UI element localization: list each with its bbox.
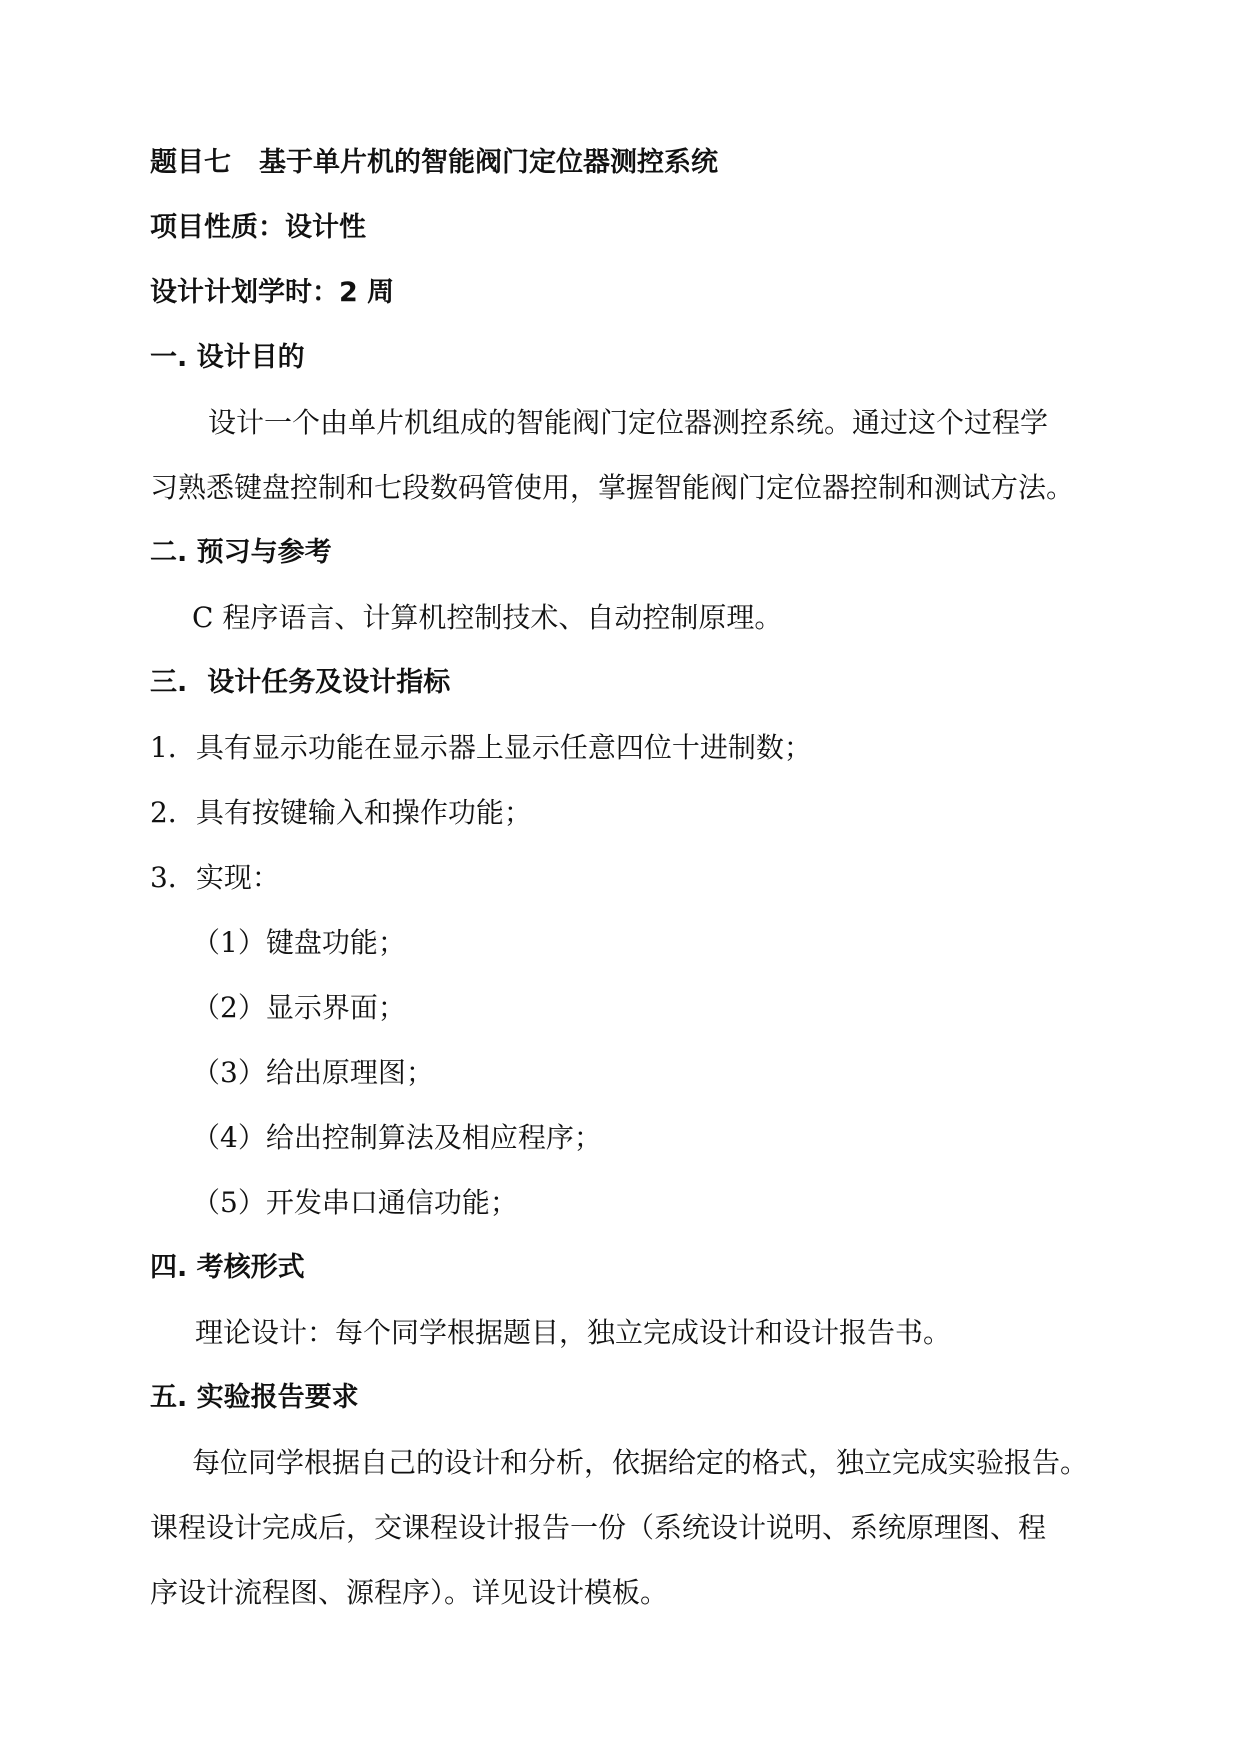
sub-list-item: （2）显示界面；: [192, 991, 406, 1024]
section-1-paragraph-line-2: 习熟悉键盘控制和七段数码管使用，掌握智能阀门定位器控制和测试方法。: [150, 471, 1075, 504]
section-3-heading: [150, 665, 450, 701]
section-4-heading: 四. 考核形式: [150, 1252, 305, 1283]
title-prefix: 题目七: [150, 147, 231, 178]
section-5-paragraph-line-2: 课程设计完成后，交课程设计报告一份（系统设计说明、系统原理图、程: [150, 1511, 1047, 1544]
sub-list-item: （4）给出控制算法及相应程序；: [192, 1121, 602, 1154]
section-1-heading: 一. 设计目的: [150, 342, 305, 373]
design-hours: 设计计划学时：2 周: [150, 277, 395, 308]
section-3-heading-text: 设计任务及设计指标: [207, 667, 451, 698]
section-1-paragraph-line-1: 设计一个由单片机组成的智能阀门定位器测控系统。通过这个过程学: [208, 406, 1049, 439]
section-3-heading-number: 三.: [150, 667, 188, 698]
project-nature: 项目性质：设计性: [150, 212, 366, 243]
section-2-paragraph: C 程序语言、计算机控制技术、自动控制原理。: [192, 601, 783, 634]
section-4-paragraph: 理论设计：每个同学根据题目，独立完成设计和设计报告书。: [195, 1316, 952, 1349]
section-5-paragraph-line-1: 每位同学根据自己的设计和分析，依据给定的格式，独立完成实验报告。: [192, 1446, 1089, 1479]
section-5-heading: 五. 实验报告要求: [150, 1382, 359, 1413]
title-text: 基于单片机的智能阀门定位器测控系统: [259, 147, 718, 178]
list-item: 2．具有按键输入和操作功能；: [150, 796, 532, 829]
sub-list-item: （3）给出原理图；: [192, 1056, 434, 1089]
section-5-paragraph-line-3: 序设计流程图、源程序）。详见设计模板。: [150, 1576, 669, 1609]
sub-list-item: （5）开发串口通信功能；: [192, 1186, 518, 1219]
document-title: [150, 145, 718, 181]
section-2-heading: 二. 预习与参考: [150, 537, 332, 568]
list-item: 1．具有显示功能在显示器上显示任意四位十进制数；: [150, 731, 812, 764]
list-item: 3．实现：: [150, 861, 280, 894]
sub-list-item: （1）键盘功能；: [192, 926, 406, 959]
